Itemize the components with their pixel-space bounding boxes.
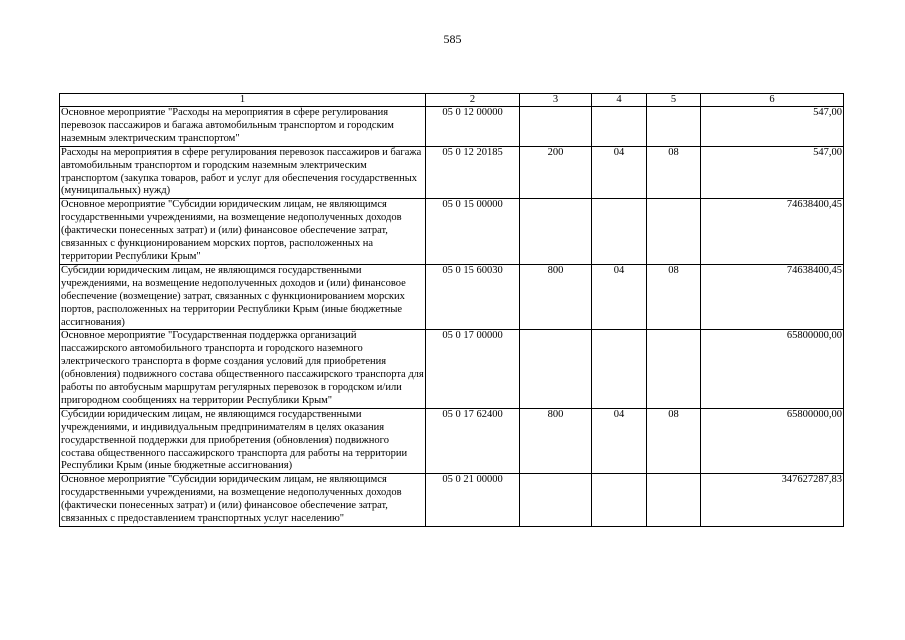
column-header: 4 bbox=[592, 94, 647, 107]
column-header: 5 bbox=[647, 94, 701, 107]
row-code: 05 0 12 20185 bbox=[426, 146, 520, 199]
row-description: Субсидии юридическим лицам, не являющимся государственными учреждениями, и индивидуальным предпринимателям в целях оказания государственной поддержки для приобретения (обновления) подвижного состава общественного пассажирского транспорта для работы на территории Республики Крым (иные бюджетные ассигнования) bbox=[60, 408, 426, 474]
row-vr: 800 bbox=[520, 264, 592, 330]
row-description: Основное мероприятие "Субсидии юридическим лицам, не являющимся государственными учреждениями, на возмещение недополученных доходов (фактически понесенных затрат) и (или) финансовое обеспечение затрат, связанных с предоставлением транспортных услуг населению" bbox=[60, 474, 426, 527]
row-amount: 74638400,45 bbox=[701, 199, 844, 265]
column-header: 1 bbox=[60, 94, 426, 107]
row-code: 05 0 17 00000 bbox=[426, 330, 520, 408]
row-vr bbox=[520, 474, 592, 527]
row-description: Основное мероприятие "Расходы на мероприятия в сфере регулирования перевозок пассажиров и багажа автомобильным транспортом и городским наземным электрическим транспортом" bbox=[60, 107, 426, 147]
row-amount: 65800000,00 bbox=[701, 330, 844, 408]
row-description: Расходы на мероприятия в сфере регулирования перевозок пассажиров и багажа автомобильным транспортом и городским наземным электрическим транспортом (закупка товаров, работ и услуг для обеспечения государственных (муниципальных) нужд) bbox=[60, 146, 426, 199]
row-amount: 65800000,00 bbox=[701, 408, 844, 474]
table-row bbox=[60, 146, 844, 199]
row-amount: 74638400,45 bbox=[701, 264, 844, 330]
budget-table bbox=[59, 93, 844, 527]
row-code: 05 0 17 62400 bbox=[426, 408, 520, 474]
page-number: 585 bbox=[443, 32, 462, 46]
row-description: Основное мероприятие "Государственная поддержка организаций пассажирского автомобильного транспорта и городского наземного электрического транспорта в форме создания условий для приобретения (обновления) подвижного состава общественного пассажирского транспорта для работы по автобусным маршрутам регулярных перевозок в городском и/или пригородном сообщениях на территории Республики Крым" bbox=[60, 330, 426, 408]
column-header: 6 bbox=[701, 94, 844, 107]
row-pr bbox=[647, 199, 701, 265]
table-row bbox=[60, 474, 844, 527]
table-row bbox=[60, 330, 844, 408]
row-rz bbox=[592, 199, 647, 265]
row-description: Основное мероприятие "Субсидии юридическим лицам, не являющимся государственными учреждениями, на возмещение недополученных доходов (фактически понесенных затрат) и (или) финансовое обеспечение затрат, связанных с функционированием морских портов, расположенных на территории Республики Крым" bbox=[60, 199, 426, 265]
row-amount: 547,00 bbox=[701, 146, 844, 199]
row-rz: 04 bbox=[592, 146, 647, 199]
row-pr: 08 bbox=[647, 146, 701, 199]
table-row bbox=[60, 199, 844, 265]
table-row bbox=[60, 107, 844, 147]
row-vr bbox=[520, 107, 592, 147]
row-pr: 08 bbox=[647, 408, 701, 474]
row-vr bbox=[520, 199, 592, 265]
row-vr: 800 bbox=[520, 408, 592, 474]
row-vr bbox=[520, 330, 592, 408]
row-pr: 08 bbox=[647, 264, 701, 330]
column-header: 3 bbox=[520, 94, 592, 107]
row-rz bbox=[592, 474, 647, 527]
row-rz: 04 bbox=[592, 264, 647, 330]
row-rz: 04 bbox=[592, 408, 647, 474]
row-rz bbox=[592, 330, 647, 408]
table-row bbox=[60, 408, 844, 474]
row-description: Субсидии юридическим лицам, не являющимся государственными учреждениями, на возмещение недополученных доходов и (или) финансовое обеспечение (возмещение) затрат, связанных с функционированием морских портов, расположенных на территории Республики Крым (иные бюджетные ассигнования) bbox=[60, 264, 426, 330]
table-body bbox=[60, 107, 844, 527]
row-code: 05 0 21 00000 bbox=[426, 474, 520, 527]
row-amount: 347627287,83 bbox=[701, 474, 844, 527]
row-code: 05 0 12 00000 bbox=[426, 107, 520, 147]
row-pr bbox=[647, 474, 701, 527]
table-row bbox=[60, 264, 844, 330]
row-code: 05 0 15 00000 bbox=[426, 199, 520, 265]
table-header-row bbox=[60, 94, 844, 107]
row-pr bbox=[647, 107, 701, 147]
row-amount: 547,00 bbox=[701, 107, 844, 147]
row-code: 05 0 15 60030 bbox=[426, 264, 520, 330]
row-rz bbox=[592, 107, 647, 147]
row-vr: 200 bbox=[520, 146, 592, 199]
row-pr bbox=[647, 330, 701, 408]
column-header: 2 bbox=[426, 94, 520, 107]
